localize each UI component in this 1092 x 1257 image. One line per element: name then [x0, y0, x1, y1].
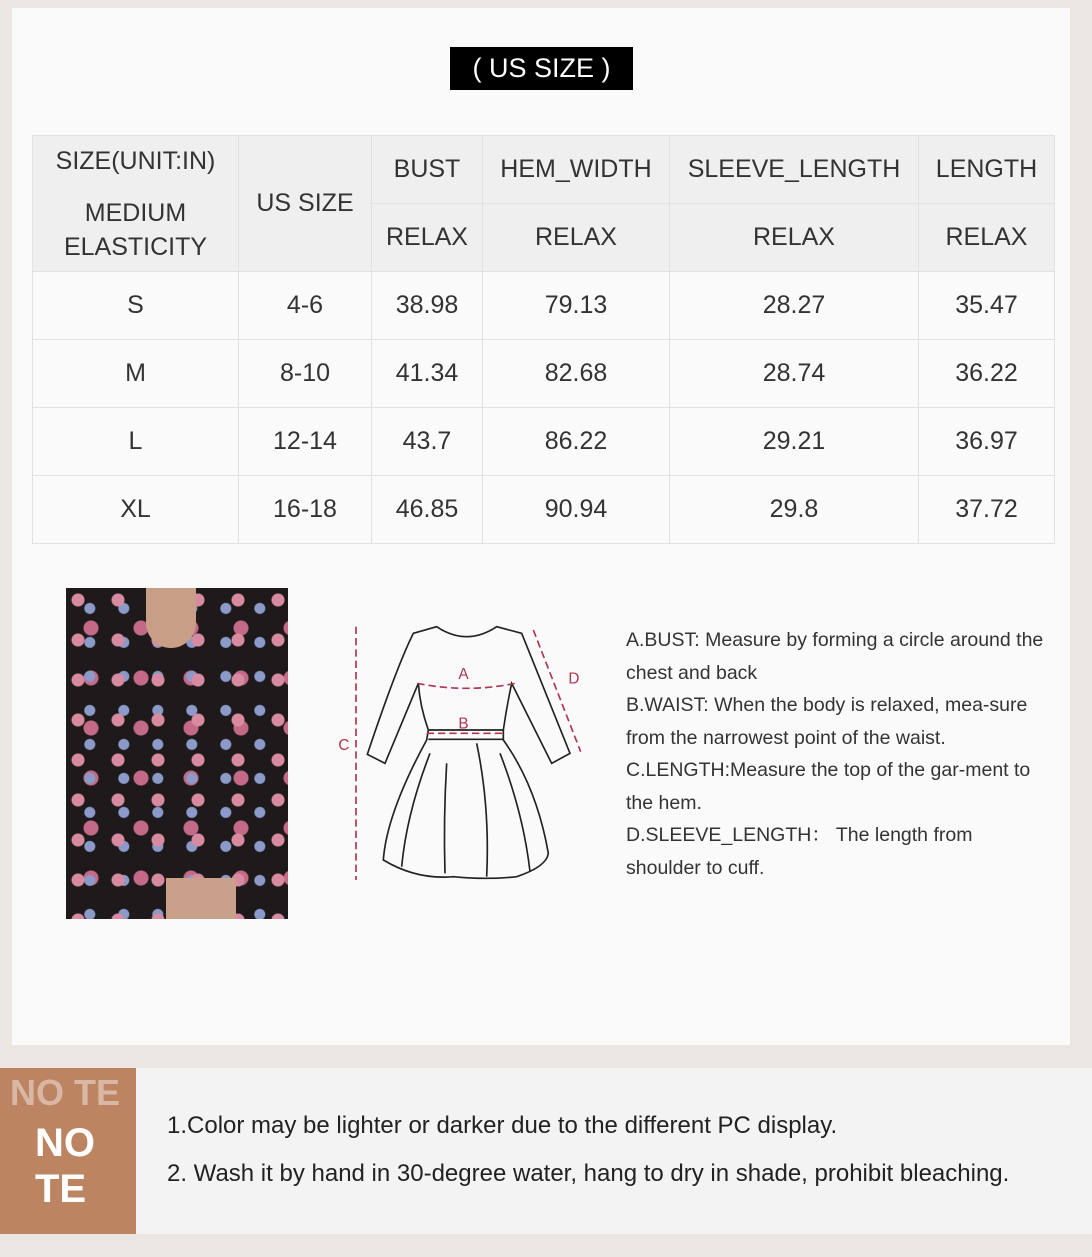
size-unit-label: SIZE(UNIT:IN): [55, 146, 216, 175]
measurement-descriptions: [626, 624, 1046, 884]
table-cell: 86.22: [483, 408, 670, 476]
desc-sleeve: D.SLEEVE_LENGTH： The length from shoulder to cuff.: [626, 824, 973, 879]
size-table: [32, 135, 1055, 544]
table-cell: M: [33, 340, 239, 408]
table-cell: 36.22: [919, 340, 1055, 408]
relax-label: RELAX: [670, 204, 919, 272]
table-cell: 12-14: [239, 408, 372, 476]
relax-label: RELAX: [372, 204, 483, 272]
relax-label: RELAX: [919, 204, 1055, 272]
product-photo: [66, 588, 288, 919]
hem-header: HEM_WIDTH: [483, 136, 670, 204]
table-cell: S: [33, 272, 239, 340]
size-title: ( US SIZE ): [450, 47, 633, 90]
label-c: C: [338, 737, 350, 754]
table-cell: 35.47: [919, 272, 1055, 340]
table-cell: 79.13: [483, 272, 670, 340]
table-cell: 82.68: [483, 340, 670, 408]
bust-header: BUST: [372, 136, 483, 204]
table-row: [33, 340, 1055, 408]
note-badge: [0, 1068, 136, 1234]
table-row: [33, 272, 1055, 340]
table-cell: 37.72: [919, 476, 1055, 544]
us-size-header: US SIZE: [239, 136, 372, 272]
table-cell: 90.94: [483, 476, 670, 544]
table-cell: 29.8: [670, 476, 919, 544]
desc-waist: B.WAIST: When the body is relaxed, mea-sure from the narrowest point of the waist.: [626, 694, 1028, 749]
note-heading: [35, 1120, 95, 1212]
note-heading-1: NO: [35, 1121, 95, 1165]
table-cell: 4-6: [239, 272, 372, 340]
desc-bust: A.BUST: Measure by forming a circle around the chest and back: [626, 629, 1044, 684]
label-a: A: [458, 666, 469, 683]
note-line-1: 1.Color may be lighter or darker due to the different PC display.: [167, 1112, 838, 1139]
table-row: [33, 476, 1055, 544]
table-cell: 38.98: [372, 272, 483, 340]
note-watermark: [10, 1074, 120, 1112]
table-cell: 29.21: [670, 408, 919, 476]
note-text: [136, 1068, 1092, 1234]
label-b: B: [458, 715, 469, 733]
table-cell: 28.27: [670, 272, 919, 340]
note-heading-2: TE: [35, 1167, 87, 1211]
note-watermark-2: TE: [74, 1072, 121, 1113]
table-cell: 36.97: [919, 408, 1055, 476]
table-cell: 46.85: [372, 476, 483, 544]
table-cell: 8-10: [239, 340, 372, 408]
elasticity-label: MEDIUM ELASTICITY: [63, 198, 208, 261]
table-cell: XL: [33, 476, 239, 544]
label-d: D: [568, 670, 580, 688]
table-row: [33, 408, 1055, 476]
note-line-2: 2. Wash it by hand in 30-degree water, hang to dry in shade, prohibit bleaching.: [167, 1160, 1010, 1187]
table-cell: L: [33, 408, 239, 476]
table-cell: 41.34: [372, 340, 483, 408]
length-header: LENGTH: [919, 136, 1055, 204]
table-cell: 16-18: [239, 476, 372, 544]
dress-measurement-diagram: [330, 600, 600, 900]
desc-length: C.LENGTH:Measure the top of the gar-ment to the hem.: [626, 759, 1031, 814]
table-cell: 43.7: [372, 408, 483, 476]
relax-label: RELAX: [483, 204, 670, 272]
note-watermark-1: NO: [10, 1072, 64, 1113]
size-unit-header: [33, 136, 239, 272]
table-cell: 28.74: [670, 340, 919, 408]
sleeve-header: SLEEVE_LENGTH: [670, 136, 919, 204]
